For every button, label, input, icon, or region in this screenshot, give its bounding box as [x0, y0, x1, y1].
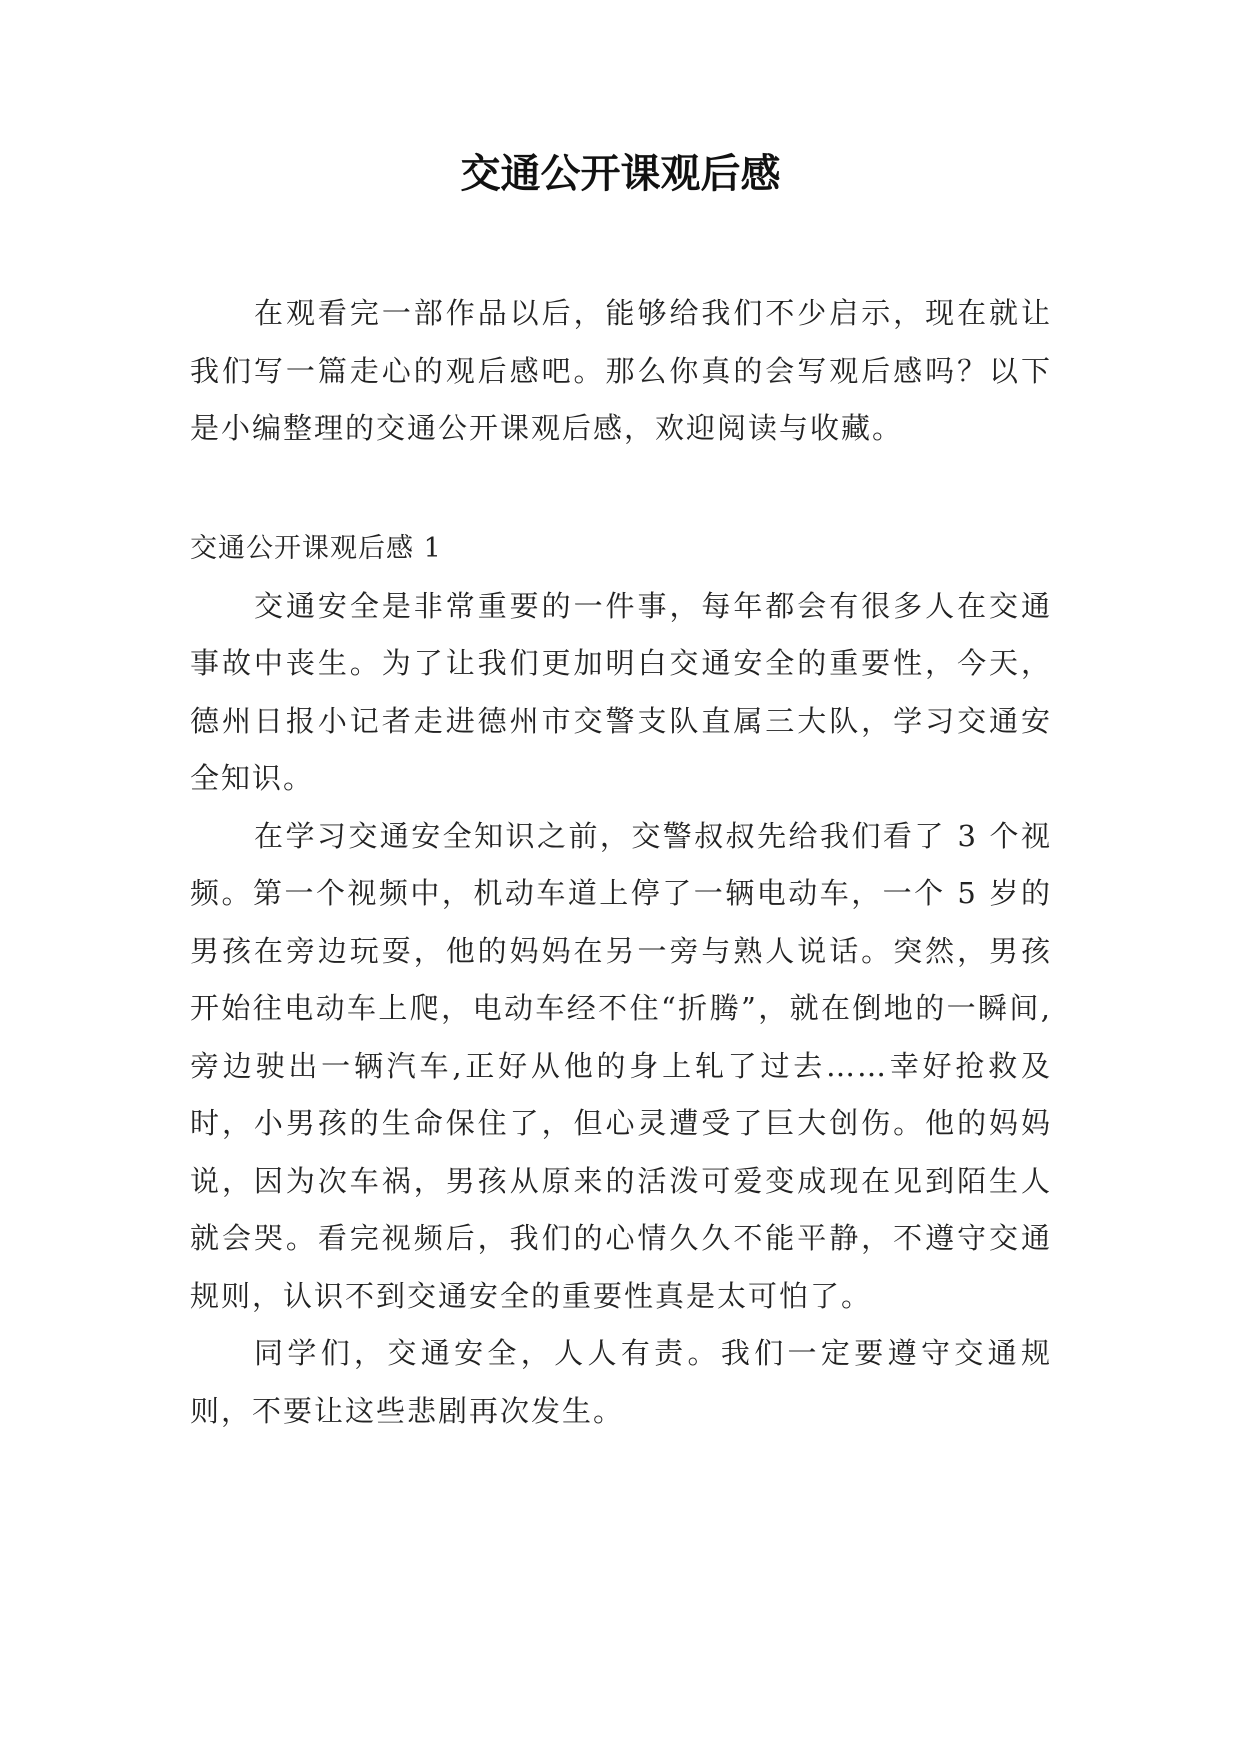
intro-paragraph: 在观看完一部作品以后，能够给我们不少启示，现在就让我们写一篇走心的观后感吧。那么你真的会写观后感吗？以下是小编整理的交通公开课观后感，欢迎阅读与收藏。 — [190, 296, 1052, 445]
section-paragraph-2: 在学习交通安全知识之前，交警叔叔先给我们看了 3 个视频。第一个视频中，机动车道上停了一辆电动车，一个 5 岁的男孩在旁边玩耍，他的妈妈在另一旁与熟人说话。突然，男孩开始往电动车上爬，电动车经不住“折腾”，就在倒地的一瞬间,旁边驶出一辆汽车,正好从他的身上轧了过去……幸好抢救及时，小男孩的生命保住了，但心灵遭受了巨大创伤。他的妈妈说，因为次车祸，男孩从原来的活泼可爱变成现在见到陌生人就会哭。看完视频后，我们的心情久久不能平静，不遵守交通规则，认识不到交通安全的重要性真是太可怕了。 — [190, 818, 1052, 1313]
intro-block — [190, 285, 1052, 458]
section-paragraph-1: 交通安全是非常重要的一件事，每年都会有很多人在交通事故中丧生。为了让我们更加明白交通安全的重要性，今天，德州日报小记者走进德州市交警支队直属三大队，学习交通安全知识。 — [190, 588, 1052, 795]
section-1 — [190, 520, 1052, 1440]
document-title: 交通公开课观后感 — [460, 150, 781, 197]
section-paragraph-3: 同学们，交通安全，人人有责。我们一定要遵守交通规则，不要让这些悲剧再次发生。 — [190, 1336, 1052, 1428]
section-heading: 交通公开课观后感 1 — [190, 533, 442, 564]
